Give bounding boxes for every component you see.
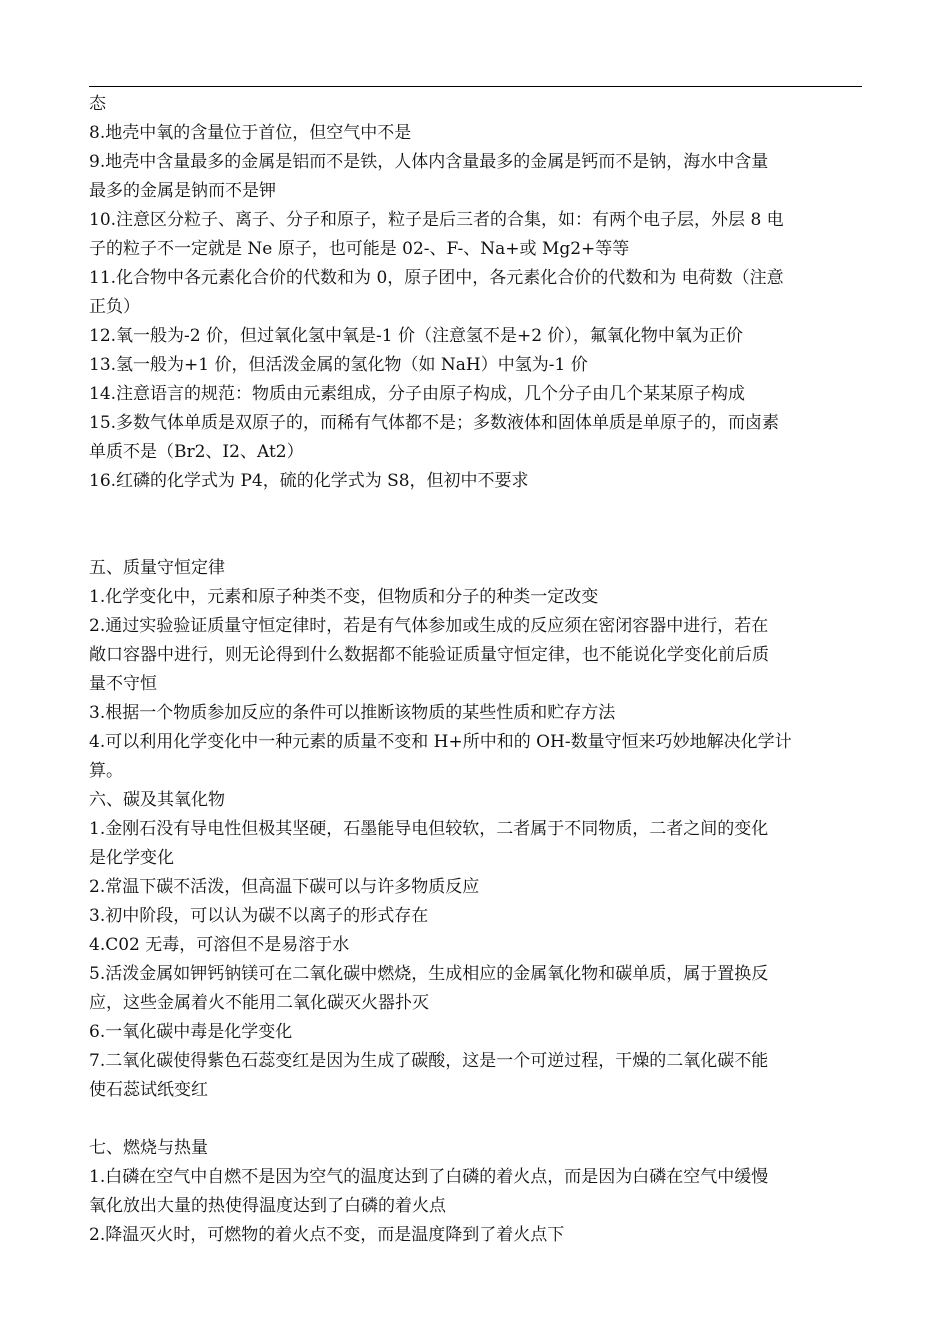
text-line: 9.地壳中含量最多的金属是铝而不是铁，人体内含量最多的金属是钙而不是钠，海水中含量	[89, 152, 769, 172]
text-line: 4.可以利用化学变化中一种元素的质量不变和 H+所中和的 OH-数量守恒来巧妙地解决化学计	[89, 732, 792, 752]
header-rule	[89, 86, 862, 87]
text-line: 6.一氧化碳中毒是化学变化	[89, 1022, 293, 1042]
text-line: 5.活泼金属如钾钙钠镁可在二氧化碳中燃烧，生成相应的金属氧化物和碳单质，属于置换反	[89, 964, 769, 984]
text-line: 12.氧一般为-2 价，但过氧化氢中氧是-1 价（注意氢不是+2 价），氟氧化物中氧为正价	[89, 326, 743, 346]
text-line: 13.氢一般为+1 价，但活泼金属的氢化物（如 NaH）中氢为-1 价	[89, 355, 588, 375]
text-line: 2.通过实验验证质量守恒定律时，若是有气体参加或生成的反应须在密闭容器中进行，若在	[89, 616, 769, 636]
text-line: 子的粒子不一定就是 Ne 原子，也可能是 02-、F-、Na+或 Mg2+等等	[89, 239, 630, 259]
text-line: 1.白磷在空气中自燃不是因为空气的温度达到了白磷的着火点，而是因为白磷在空气中缓慢	[89, 1167, 769, 1187]
text-line: 最多的金属是钠而不是钾	[89, 181, 276, 201]
text-line: 是化学变化	[89, 848, 174, 868]
text-line: 算。	[89, 761, 123, 781]
text-line: 敞口容器中进行，则无论得到什么数据都不能验证质量守恒定律，也不能说化学变化前后质	[89, 645, 769, 665]
text-line: 3.根据一个物质参加反应的条件可以推断该物质的某些性质和贮存方法	[89, 703, 616, 723]
section-heading: 五、质量守恒定律	[89, 558, 225, 578]
text-line: 8.地壳中氧的含量位于首位，但空气中不是	[89, 123, 412, 143]
section-heading: 六、碳及其氧化物	[89, 790, 225, 810]
text-line: 使石蕊试纸变红	[89, 1080, 208, 1100]
text-line: 态	[89, 94, 106, 114]
text-line: 14.注意语言的规范：物质由元素组成，分子由原子构成，几个分子由几个某某原子构成	[89, 384, 746, 404]
text-line: 15.多数气体单质是双原子的，而稀有气体都不是；多数液体和固体单质是单原子的，而卤素	[89, 413, 780, 433]
text-line: 4.C02 无毒，可溶但不是易溶于水	[89, 935, 350, 955]
text-line: 单质不是（Br2、I2、At2）	[89, 442, 304, 462]
text-line: 1.金刚石没有导电性但极其坚硬，石墨能导电但较软，二者属于不同物质，二者之间的变化	[89, 819, 769, 839]
text-line: 16.红磷的化学式为 P4，硫的化学式为 S8，但初中不要求	[89, 471, 529, 491]
text-line: 11.化合物中各元素化合价的代数和为 0，原子团中，各元素化合价的代数和为 电荷数（注意	[89, 268, 784, 288]
text-line: 2.降温灭火时，可燃物的着火点不变，而是温度降到了着火点下	[89, 1225, 565, 1245]
document-body	[89, 90, 864, 1250]
text-line: 10.注意区分粒子、离子、分子和原子，粒子是后三者的合集，如：有两个电子层，外层 8 电	[89, 210, 784, 230]
text-line: 应，这些金属着火不能用二氧化碳灭火器扑灭	[89, 993, 429, 1013]
text-line: 量不守恒	[89, 674, 157, 694]
text-line: 1.化学变化中，元素和原子种类不变，但物质和分子的种类一定改变	[89, 587, 599, 607]
text-line: 7.二氧化碳使得紫色石蕊变红是因为生成了碳酸，这是一个可逆过程，干燥的二氧化碳不能	[89, 1051, 769, 1071]
text-line: 2.常温下碳不活泼，但高温下碳可以与许多物质反应	[89, 877, 480, 897]
text-line: 正负）	[89, 297, 140, 317]
text-line: 氧化放出大量的热使得温度达到了白磷的着火点	[89, 1196, 446, 1216]
section-heading: 七、燃烧与热量	[89, 1138, 208, 1158]
text-line: 3.初中阶段，可以认为碳不以离子的形式存在	[89, 906, 429, 926]
